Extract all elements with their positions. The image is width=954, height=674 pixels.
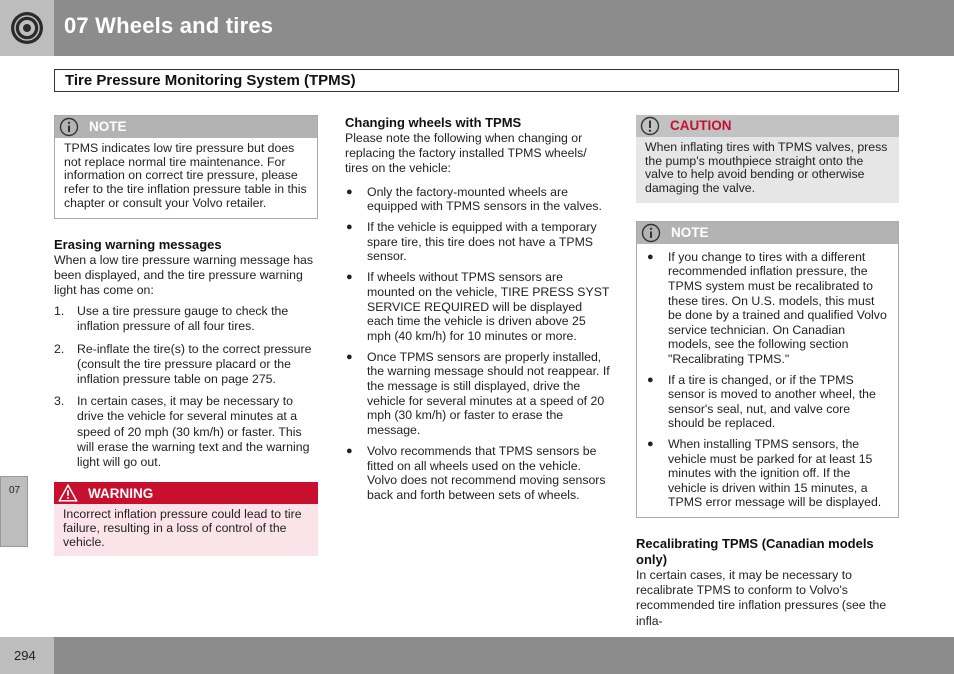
chapter-title: 07 Wheels and tires — [64, 13, 274, 38]
note-box — [636, 221, 899, 518]
column-right — [636, 115, 899, 635]
list-item — [54, 304, 318, 334]
list-item: ● If you change to tires with a different recommended inflation pressure, the TPMS system must be recalibrated to these tires. On U.S. models, this must be done by a trained and qualified Volvo service technician. On Canadian models, see the following section "Recalibrating TPMS." — [646, 250, 889, 367]
bullet-text: If you change to tires with a different recommended inflation pressure, the TPMS system must be recalibrated to these tires. On U.S. models, this must be done by a trained and qualified Volvo service technician. On Canadian models, see the following section "Recalibrating TPMS." — [668, 249, 887, 366]
note-label: NOTE — [89, 119, 127, 135]
erasing-intro: When a low tire pressure warning message has been displayed, and the tire pressure warning light has come on: — [54, 252, 314, 297]
note-body — [637, 244, 898, 517]
page-number-box — [0, 637, 54, 674]
tire-icon — [9, 10, 45, 46]
chapter-side-tab-label: 07 — [9, 485, 21, 496]
step-number: 1. — [54, 304, 65, 319]
bullet-text: Once TPMS sensors are properly installed, the warning message should not reappear. If the message is still displayed, drive the vehicle for several minutes at a speed of 20 mph (30 km/h) or faster to erase the message. — [367, 349, 610, 438]
list-item: ● Only the factory-mounted wheels are equipped with TPMS sensors in the valves. — [345, 185, 610, 214]
note-box — [54, 115, 318, 219]
erasing-heading: Erasing warning messages — [54, 236, 222, 252]
list-item — [54, 394, 318, 470]
list-item: ● Volvo recommends that TPMS sensors be fitted on all wheels used on the vehicle. Volvo does not recommend moving sensors back and forth between sets of wheels. — [345, 444, 610, 503]
step-text: In certain cases, it may be necessary to drive the vehicle for several minutes at a speed of 20 mph (30 km/h) or faster. This will erase the warning text and the warning light will go out. — [77, 394, 310, 469]
step-number: 3. — [54, 394, 65, 409]
exclamation-icon — [640, 116, 660, 136]
info-icon — [59, 117, 79, 137]
caution-box — [636, 115, 899, 203]
bullet-text: When installing TPMS sensors, the vehicle must be parked for at least 15 minutes with the ignition off. If the vehicle is driven within 15 minutes, a TPMS error message will be displayed. — [668, 436, 882, 510]
column-middle — [345, 115, 610, 509]
note-bullets — [646, 250, 889, 510]
list-item: ● If the vehicle is equipped with a temporary spare tire, this tire does not have a TPMS sensor. — [345, 220, 610, 264]
step-text: Use a tire pressure gauge to check the inflation pressure of all four tires. — [77, 304, 289, 334]
info-icon — [641, 223, 661, 243]
warning-box-header — [54, 482, 318, 504]
chapter-header — [0, 0, 954, 56]
changing-intro: Please note the following when changing or replacing the factory installed TPMS wheels/ tires on the vehicle: — [345, 131, 587, 176]
step-text: Re-inflate the tire(s) to the correct pressure (consult the tire pressure placard or the inflation pressure table on page 275. — [77, 341, 312, 386]
page-number: 294 — [14, 648, 36, 663]
list-item: ● If wheels without TPMS sensors are mounted on the vehicle, TIRE PRESS SYST SERVICE REQUIRED will be displayed each time the vehicle is driven above 25 mph (40 km/h) for 10 minutes or more. — [346, 270, 610, 343]
note-text: TPMS indicates low tire pressure but does not replace normal tire maintenance. For information on correct tire pressure, please refer to the tire inflation pressure table in this chapter or consult your Volvo retailer. — [64, 141, 307, 210]
bullet-text: Volvo recommends that TPMS sensors be fitted on all wheels used on the vehicle. Volvo does not recommend moving sensors back and forth between sets of wheels. — [367, 443, 606, 502]
erasing-steps — [54, 304, 318, 470]
changing-bullets — [345, 185, 610, 503]
chapter-icon-box — [0, 0, 54, 56]
warning-triangle-icon — [58, 483, 78, 503]
note-box-header — [637, 222, 898, 244]
list-item: ● If a tire is changed, or if the TPMS sensor is moved to another wheel, the sensor's seal, nut, and valve core should be replaced. — [646, 373, 889, 431]
list-item: ● When installing TPMS sensors, the vehicle must be parked for at least 15 minutes with the ignition off. If the vehicle is driven within 15 minutes, a TPMS error message will be displayed. — [646, 437, 889, 510]
list-item — [54, 342, 318, 388]
chapter-side-tab[interactable] — [0, 476, 28, 547]
section-title: Tire Pressure Monitoring System (TPMS) — [54, 69, 899, 92]
step-number: 2. — [54, 341, 65, 356]
changing-heading: Changing wheels with TPMS — [345, 115, 522, 130]
recalibrating-heading: Recalibrating TPMS (Canadian models only) — [636, 535, 874, 567]
note-box-header — [55, 116, 317, 138]
caution-label: CAUTION — [670, 118, 732, 134]
bullet-text: If wheels without TPMS sensors are mounted on the vehicle, TIRE PRESS SYST SERVICE REQUIRED will be displayed each time the vehicle is driven above 25 mph (40 km/h) for 10 minutes or more. — [367, 270, 610, 343]
bullet-text: Only the factory-mounted wheels are equipped with TPMS sensors in the valves. — [367, 184, 602, 214]
warning-box — [54, 482, 318, 556]
caution-box-header — [636, 115, 899, 137]
caution-text: When inflating tires with TPMS valves, press the pump's mouthpiece straight onto the valve to help avoid bending or otherwise damaging the valve. — [645, 140, 888, 196]
column-left — [54, 115, 318, 574]
bullet-text: If the vehicle is equipped with a temporary spare tire, this tire does not have a TPMS sensor. — [367, 220, 597, 264]
recalibrating-text: In certain cases, it may be necessary to recalibrate TPMS to conform to Volvo's recommended tire inflation pressures (see the infla- — [636, 567, 887, 628]
bullet-text: If a tire is changed, or if the TPMS sensor is moved to another wheel, the sensor's seal, nut, and valve core should be replaced. — [668, 372, 876, 431]
list-item: ● Once TPMS sensors are properly installed, the warning message should not reappear. If the message is still displayed, drive the vehicle for several minutes at a speed of 20 mph (30 km/h) or faster to erase the message. — [346, 349, 610, 438]
warning-text: Incorrect inflation pressure could lead to tire failure, resulting in a loss of control of the vehicle. — [63, 507, 302, 549]
warning-label: WARNING — [88, 485, 154, 501]
note-label: NOTE — [671, 225, 709, 241]
page-footer — [0, 637, 954, 674]
